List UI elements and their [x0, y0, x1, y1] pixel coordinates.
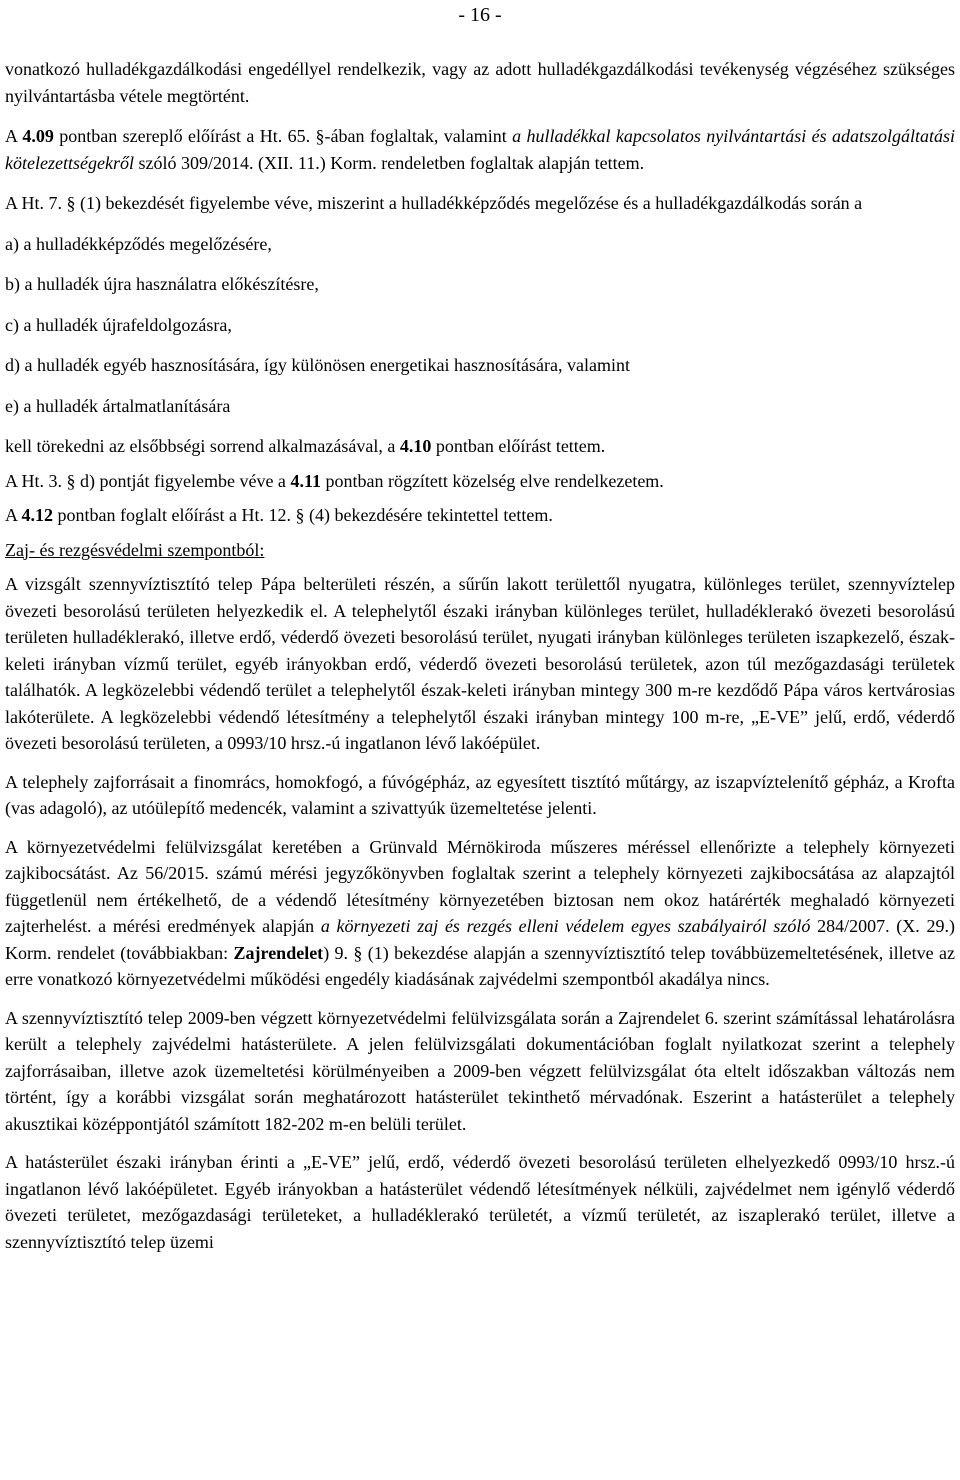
- list-item: b) a hulladék újra használatra előkészítésre,: [5, 274, 319, 294]
- list-item: a) a hulladékképződés megelőzésére,: [5, 233, 272, 254]
- regulation-title: a hulladékkal kapcsolatos nyilvántartási és adatszolgáltatási kötelezettségekről: [5, 126, 956, 173]
- section-heading: Zaj- és rezgésvédelmi szempontból:: [5, 539, 265, 560]
- text-run: pontban rögzített közelség elve rendelkezetem.: [320, 470, 664, 491]
- text-run: pontban szereplő előírást a Ht. 65. §-ában foglaltak, valamint: [53, 126, 513, 146]
- text-run: kell törekedni az elsőbbségi sorrend alkalmazásával, a: [5, 436, 400, 456]
- text-run: A Ht. 3. § d) pontját figyelembe véve a: [5, 470, 291, 491]
- page-number: - 16 -: [458, 4, 502, 26]
- point-ref: 4.12: [21, 505, 54, 525]
- list-item: d) a hulladék egyéb hasznosítására, így különösen energetikai hasznosítására, valamint: [5, 355, 630, 375]
- text-run: 284/2007. (X. 29.) Korm. rendelet (továbbiakban:: [5, 916, 955, 963]
- text-run: A környezetvédelmi felülvizsgálat keretében a Grünvald Mérnökiroda műszeres méréssel ellenőrizte a telephely környezeti zajkibocsátást. Az 56/2015. számú mérési jegyzőkönyvben foglaltak szerint a telephely környezeti zajkibocsátása az alapzajtól függetlenül nem értékelhető, de a védendő létesítmény környezetében biztosan nem okoz határérték meghaladó környezeti zajterhelést. a mérési eredmények alapján: [5, 836, 955, 936]
- text-run: pontban előírást tettem.: [431, 436, 606, 456]
- paragraph-2: [5, 123, 955, 176]
- paragraph-4: [5, 433, 955, 460]
- text-run: A: [5, 505, 22, 525]
- regulation-title: a környezeti zaj és rezgés elleni védelem egyes szabályairól szóló: [320, 916, 811, 936]
- text-run: szóló 309/2014. (XII. 11.) Korm. rendeletben foglaltak alapján tettem.: [133, 152, 645, 173]
- paragraph-1: vonatkozó hulladékgazdálkodási engedéllyel rendelkezik, vagy az adott hulladékgazdálkodási tevékenység végzéséhez szükséges nyilvántartásba vétele megtörtént.: [5, 59, 955, 106]
- list-item: c) a hulladék újrafeldolgozásra,: [5, 314, 232, 335]
- priority-list: [5, 231, 955, 420]
- text-run: ) 9. § (1) bekezdése alapján a szennyvíztisztító telep továbbüzemeltetésének, illetve az erre vonatkozó környezetvédelmi működési engedély kiadásának zajvédelmi szempontból akadálya nincs.: [5, 942, 955, 989]
- point-ref: 4.11: [290, 470, 321, 491]
- paragraph-9: [5, 834, 955, 993]
- paragraph-8: A telephely zajforrásait a finomrács, homokfogó, a fúvógépház, az egyesített tisztító műtárgy, az iszapvíztelenítő gépház, a Krofta (vas adagoló), az utóülepítő medencék, valamint a szivattyúk üzemeltetése jelenti.: [5, 771, 955, 818]
- point-ref: 4.09: [22, 126, 54, 146]
- paragraph-6: [5, 502, 955, 529]
- paragraph-5: [5, 468, 955, 495]
- document-body: [5, 56, 955, 1255]
- point-ref: 4.10: [399, 436, 432, 456]
- paragraph-11: A hatásterület északi irányban érinti a „E-VE” jelű, erdő, véderdő övezeti besorolású területen elhelyezkedő 0993/10 hrsz.-ú ingatlanon lévő lakóépületet. Egyéb irányokban a hatásterület védendő létesítmények nélküli, zajvédelmet nem igénylő véderdő övezeti területet, mezőgazdasági területeket, a hulladéklerakó területét, a vízmű területét, az iszaplerakó terület, illetve a szennyvíztisztító telep üzemi: [5, 1152, 955, 1252]
- list-item: e) a hulladék ártalmatlanítására: [5, 395, 231, 416]
- text-run: pontban foglalt előírást a Ht. 12. § (4) bekezdésére tekintettel tettem.: [53, 505, 553, 525]
- paragraph-3: A Ht. 7. § (1) bekezdését figyelembe véve, miszerint a hulladékképződés megelőzése és a hulladékgazdálkodás során a: [5, 193, 863, 213]
- paragraph-7: A vizsgált szennyvíztisztító telep Pápa belterületi részén, a sűrűn lakott területtől nyugatra, különleges terület, szennyvíztelep övezeti besorolású területen helyezkedik el. A telephelytől északi irányban különleges terület, hulladéklerakó övezeti besorolású területen hulladéklerakó, illetve erdő, véderdő övezeti besorolású terület, nyugati irányban különleges területen iszapkezelő, észak-keleti irányban vízmű terület, egyéb irányokban erdő, véderdő övezeti besorolású területek, azon túl mezőgazdasági területek találhatók. A legközelebbi védendő terület a telephelytől észak-keleti irányban mintegy 300 m-re kezdődő Pápa város kertvárosias lakóterülete. A legközelebbi védendő létesítmény a telephelytől északi irányban mintegy 100 m-re, „E-VE” jelű, erdő, véderdő övezeti besorolású területen, a 0993/10 hrsz.-ú ingatlanon lévő lakóépület.: [5, 574, 955, 753]
- defined-term: Zajrendelet: [233, 942, 324, 963]
- text-run: A: [5, 126, 23, 146]
- paragraph-10: A szennyvíztisztító telep 2009-ben végzett környezetvédelmi felülvizsgálata során a Zajrendelet 6. szerint számítással lehatárolásra került a telephely zajvédelmi hatásterülete. A jelen felülvizsgálati dokumentációban foglalt nyilatkozat szerint a telephely zajforrásaiban, illetve azok üzemeltetési körülményeiben a 2009-ben végzett felülvizsgálat óta eltelt időszakban változás nem történt, így a korábbi vizsgálat során meghatározott hatásterület tekinthető mérvadónak. Eszerint a hatásterület a telephely akusztikai középpontjától számított 182-202 m-en belüli terület.: [5, 1007, 955, 1134]
